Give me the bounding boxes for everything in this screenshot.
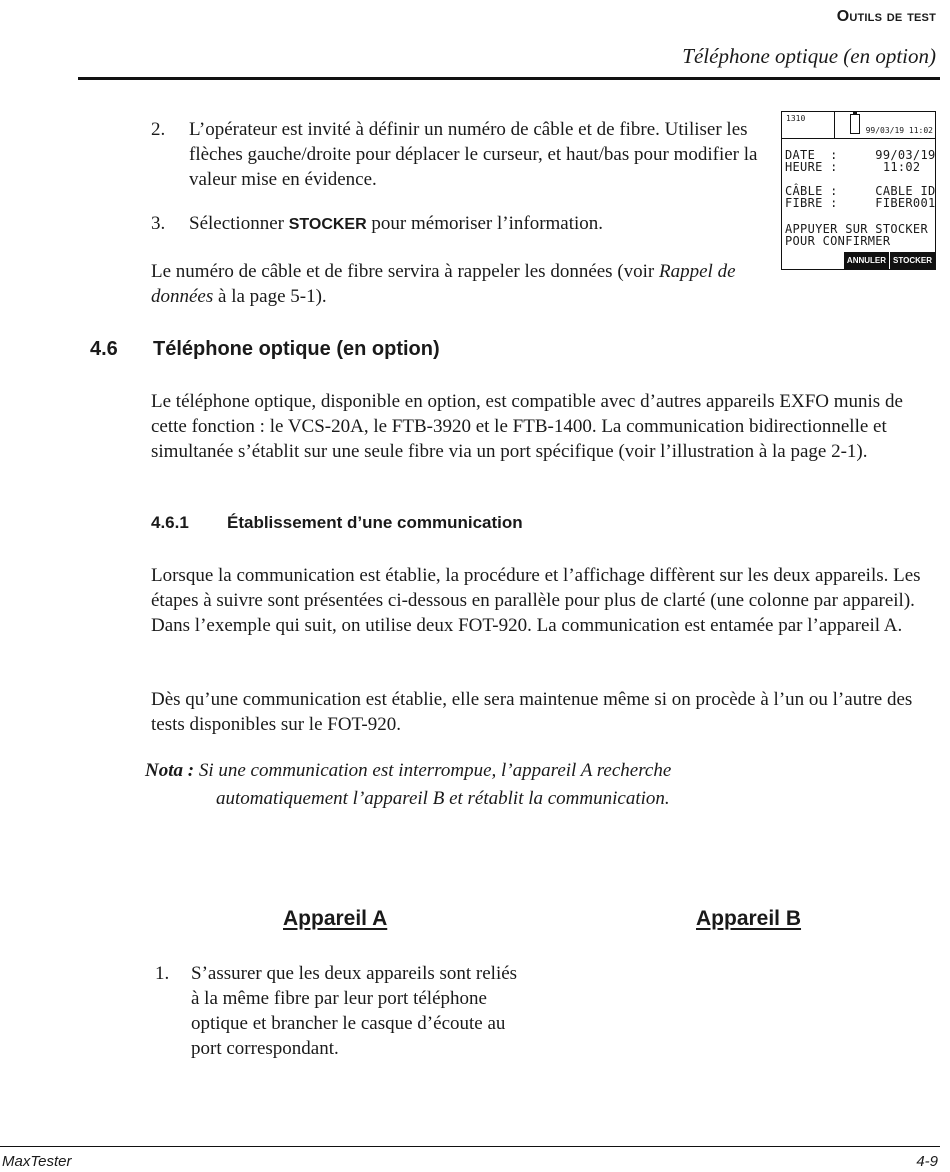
device-status-bar [782,112,935,139]
device-softkeys [844,252,935,269]
nota-line-2: automatiquement l’appareil B et rétablit la communication. [216,788,670,809]
section-4-6-body: Le téléphone optique, disponible en option, est compatible avec d’autres appareils EXFO munis de cette fonction : le VCS-20A, le FTB-3920 et le FTB-1400. La communication bidirectionnelle et simultanée s’établit sur une seule fibre via un port spécifique (voir l’illustration à la page 2-1). [151,391,903,462]
step-text: S’assurer que les deux appareils sont reliés à la même fibre par leur port téléphone optique et brancher le casque d’écoute au port correspondant. [191,963,518,1059]
recall-paragraph: Le numéro de câble et de fibre servira à rappeler les données (voir Rappel de données à la page 5-1). [151,261,736,307]
device-line-time: HEURE : 11:02 [785,160,921,174]
device-line-date: DATE : 99/03/19 [785,148,936,162]
running-header-section [837,8,936,26]
step-number: 2. [151,119,166,140]
nota-block [145,757,845,813]
device-line-cable: CÂBLE : CABLE ID [785,184,936,198]
column-heading-device-a: Appareil A [283,907,388,930]
device-cancel-softkey: ANNULER [844,252,889,269]
step-number: 3. [151,213,166,234]
device-screen-illustration [781,111,936,270]
header-section-title: Outils de test [836,8,936,25]
step-3 [151,211,771,237]
device-line-prompt-2: POUR CONFIRMER [785,234,891,248]
subsection-para-1: Lorsque la communication est établie, la procédure et l’affichage diffèrent sur les deux appareils. Les étapes à suivre sont présentées ci-dessous en parallèle pour plus de clarté (une colonne par appareil). Dans l’exemple qui suit, on utilise deux FOT-920. La communication est entamée par l’appareil A. [151,565,921,636]
step-2 [151,117,771,197]
step-text: L’opérateur est invité à définir un numéro de câble et de fibre. Utiliser les flèches gauche/droite pour déplacer le curseur, et haut/bas pour modifier la valeur mise en évidence. [189,119,758,190]
subsection-number: 4.6.1 [151,513,189,532]
subsection-title: Établissement d’une communication [227,513,523,532]
device-a-step-1 [155,961,525,1091]
device-line-prompt-1: APPUYER SUR STOCKER [785,222,928,236]
subsection-para-2: Dès qu’une communication est établie, elle sera maintenue même si on procède à l’un ou l’autre des tests disponibles sur le FOT-920. [151,689,913,735]
footer-product-name: MaxTester [2,1153,72,1170]
step-number: 1. [155,963,170,984]
step-text: Sélectionner STOCKER pour mémoriser l’information. [189,213,604,234]
device-wavelength: 1310 [786,114,806,123]
stocker-keyword: STOCKER [288,216,367,233]
header-rule [78,77,940,80]
nota-line-1: Si une communication est interrompue, l’appareil A recherche [194,760,672,781]
device-line-fiber: FIBRE : FIBER001 [785,196,936,210]
footer-rule [0,1146,940,1147]
footer-page-number: 4-9 [916,1153,938,1170]
device-datetime: 99/03/19 11:02 [865,126,933,135]
nota-label: Nota : [145,760,195,781]
recall-link-text: Rappel de données [151,261,736,307]
column-heading-device-b: Appareil B [696,907,802,930]
running-header-subtitle: Téléphone optique (en option) [682,44,936,68]
device-store-softkey: STOCKER [889,252,935,269]
section-number: 4.6 [90,338,118,360]
battery-icon [850,114,860,134]
section-title: Téléphone optique (en option) [153,338,440,360]
